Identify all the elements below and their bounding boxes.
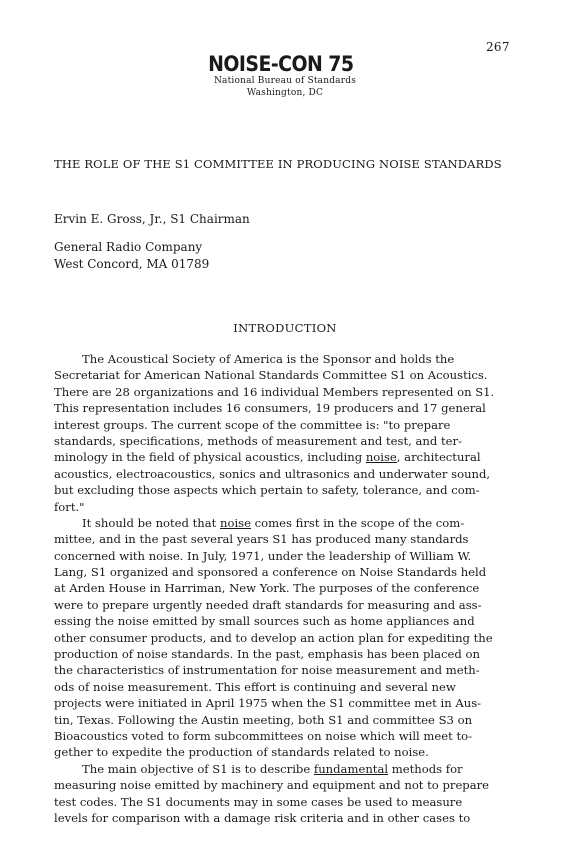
text-line: Lang, S1 organized and sponsored a conference on Noise Standards held xyxy=(54,565,487,580)
text-line: acoustics, electroacoustics, sonics and ultrasonics and underwater sound, xyxy=(54,466,491,481)
text-line: concerned with noise. In July, 1971, under the leadership of William W. xyxy=(54,548,472,563)
conference-location: Washington, DC xyxy=(246,88,324,98)
text-line: Bioacoustics voted to form subcommittees on noise which will meet to- xyxy=(54,728,473,743)
text-line xyxy=(54,449,514,465)
text-line: standards, specifications, methods of measurement and test, and ter- xyxy=(54,433,462,448)
text-line: essing the noise emitted by small sources such as home appliances and xyxy=(54,614,475,629)
text-line: tin, Texas. Following the Austin meeting, both S1 and committee S3 on xyxy=(54,712,473,727)
author-affiliation xyxy=(54,239,209,273)
conference-title: NOISE-CON 75 xyxy=(208,52,354,76)
section-heading: INTRODUCTION xyxy=(233,321,337,335)
text-segment: methods for xyxy=(388,761,463,776)
paper-title: THE ROLE OF THE S1 COMMITTEE IN PRODUCING NOISE STANDARDS xyxy=(54,157,502,171)
text-line: This representation includes 16 consumers, 19 producers and 17 general xyxy=(54,401,486,416)
text-segment: The main objective of S1 is to describe xyxy=(82,761,314,776)
text-line: interest groups. The current scope of the committee is: "to prepare xyxy=(54,417,451,432)
conference-organization: National Bureau of Standards xyxy=(213,76,357,86)
text-line: fort." xyxy=(54,499,85,514)
text-line: mittee, and in the past several years S1 has produced many standards xyxy=(54,532,469,547)
affiliation-line: General Radio Company xyxy=(54,240,203,254)
text-segment: minology in the field of physical acoustics, including xyxy=(54,450,366,465)
underlined-term: fundamental xyxy=(313,761,389,776)
text-line: test codes. The S1 documents may in some cases be used to measure xyxy=(54,794,463,809)
underlined-term: noise xyxy=(220,515,251,530)
text-segment: comes first in the scope of the com- xyxy=(251,515,465,530)
text-line: at Arden House in Harriman, New York. The purposes of the conference xyxy=(54,581,480,596)
affiliation-line: West Concord, MA 01789 xyxy=(54,257,210,271)
page-number: 267 xyxy=(486,40,510,54)
text-line: ods of noise measurement. This effort is continuing and several new xyxy=(54,679,456,694)
text-line: There are 28 organizations and 16 individual Members represented on S1. xyxy=(54,384,495,399)
text-line xyxy=(54,515,514,531)
conference-header xyxy=(0,53,570,99)
text-line: levels for comparison with a damage risk criteria and in other cases to xyxy=(54,810,471,825)
text-segment: , architectural xyxy=(396,450,481,465)
text-line: measuring noise emitted by machinery and equipment and not to prepare xyxy=(54,778,490,793)
text-line: were to prepare urgently needed draft standards for measuring and ass- xyxy=(54,597,482,612)
text-line xyxy=(54,761,514,777)
text-line: production of noise standards. In the past, emphasis has been placed on xyxy=(54,647,480,662)
text-line: but excluding those aspects which pertain to safety, tolerance, and com- xyxy=(54,483,480,498)
paper-author: Ervin E. Gross, Jr., S1 Chairman xyxy=(54,212,250,226)
text-segment: It should be noted that xyxy=(82,515,221,530)
text-line: other consumer products, and to develop an action plan for expediting the xyxy=(54,630,493,645)
text-line: gether to expedite the production of standards related to noise. xyxy=(54,745,429,760)
text-line: The Acoustical Society of America is the Sponsor and holds the xyxy=(82,352,455,366)
body-text xyxy=(54,351,514,826)
text-line: projects were initiated in April 1975 when the S1 committee met in Aus- xyxy=(54,696,482,711)
text-line: Secretariat for American National Standards Committee S1 on Acoustics. xyxy=(54,368,488,383)
text-line: the characteristics of instrumentation for noise measurement and meth- xyxy=(54,663,480,678)
underlined-term: noise xyxy=(365,450,397,465)
